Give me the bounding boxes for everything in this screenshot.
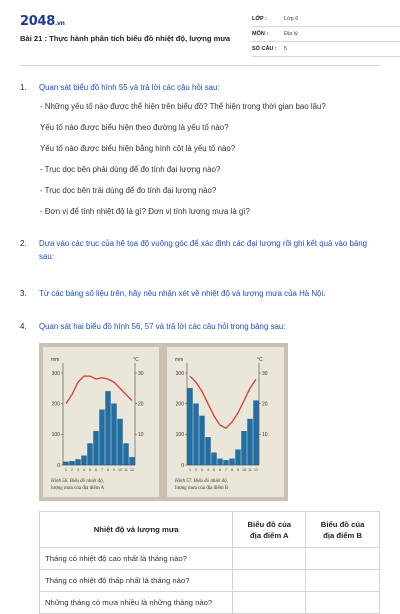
rainfall-bar [112,404,117,465]
month-label: 7 [225,468,227,472]
rainfall-bar [194,404,199,465]
meta-count-row [252,42,400,57]
table-cell-answer-b[interactable] [306,548,380,570]
question-text: Quan sát hai biểu đồ hình 56, 57 và trả lời các câu hỏi trong bảng sau: [39,322,286,331]
temp-unit-label: °C [133,357,139,363]
table-header-row [40,512,380,548]
meta-label: SỐ CÂU : [252,46,277,52]
rain-tick-label: 0 [57,462,60,469]
table-header-cell [233,512,306,548]
month-label: 10 [118,468,122,472]
rainfall-bar [118,419,123,465]
month-label: 4 [83,468,85,472]
month-label: 6 [95,468,97,472]
sub-question: - Trục dọc bên phải dùng để đo tính đại lượng nào? [40,165,221,174]
rainfall-bar [254,401,259,465]
climate-charts-svg [39,343,288,501]
meta-value: Lớp 6 [284,16,299,22]
rainfall-bar [88,444,93,465]
sub-question: Yếu tố nào được biểu hiện theo đường là yếu tố nào? [40,123,229,132]
table-cell-answer-b[interactable] [306,592,380,614]
sub-question: - Đơn vị để tính nhiệt độ là gì? Đơn vị tính lượng mưa là gì? [40,207,250,216]
table-header-cell: Nhiệt độ và lượng mưa [40,512,233,548]
question-number: 4. [20,322,27,331]
rain-tick-label: 0 [181,462,184,469]
sub-question: Yếu tố nào được biểu hiện bằng hình cột là yếu tố nào? [40,144,236,153]
chart-caption: Hình 56. Biểu đồ nhiệt độ, [51,479,104,484]
chart-caption: Hình 57. Biểu đồ nhiệt độ, [175,479,228,484]
lesson-meta [252,12,400,57]
temp-tick-label: 20 [262,401,268,408]
rain-tick-label: 100 [175,432,184,439]
month-label: 3 [77,468,79,472]
rainfall-bar [124,444,129,465]
rainfall-bar [82,456,87,465]
month-label: 4 [207,468,209,472]
question-number: 1. [20,83,27,92]
rainfall-bar [130,457,135,465]
lesson-title: Bài 21 : Thực hành phân tích biểu đồ nhiệt độ, lượng mưa [20,34,231,43]
question-text: Từ các bảng số liệu trên, hãy nêu nhận xét về nhiệt độ và lượng mưa của Hà Nội. [39,289,326,298]
rainfall-bar [236,450,241,465]
month-label: 5 [89,468,91,472]
table-row [40,548,380,570]
answer-table [39,511,380,614]
meta-value: 5 [284,46,288,52]
rainfall-bar [218,459,223,465]
month-label: 7 [101,468,103,472]
rain-tick-label: 300 [51,370,60,377]
month-label: 12 [130,468,134,472]
rainfall-bar [248,419,253,465]
chart-panel-b [167,347,284,497]
month-label: 10 [242,468,246,472]
meta-label: LỚP : [252,16,267,22]
rain-tick-label: 200 [175,401,184,408]
rain-unit-label: mm [51,357,60,363]
climate-charts-image [39,343,288,501]
table-cell-answer-a[interactable] [233,592,306,614]
rainfall-bar [76,459,81,465]
temp-unit-label: °C [257,357,263,363]
rain-unit-label: mm [175,357,184,363]
rainfall-bar [224,460,229,465]
question-text: Quan sát biểu đồ hình 55 và trả lời các câu hỏi sau: [39,83,220,92]
month-label: 6 [219,468,221,472]
chart-caption: lượng mưa của địa điểm B [175,486,229,491]
month-label: 2 [71,468,73,472]
table-cell-question: Những tháng có mưa nhiều là những tháng nào? [40,592,233,614]
page-header [20,12,380,60]
header-line: Biểu đồ của [247,519,292,529]
header-line: địa điểm B [323,530,363,540]
rainfall-bar [70,461,75,465]
meta-label: MÔN : [252,31,269,37]
header-divider [20,65,380,66]
rainfall-bar [64,462,69,465]
month-label: 12 [254,468,258,472]
question-number: 2. [20,239,27,248]
rainfall-bar [188,388,193,465]
table-cell-question: Tháng có nhiệt độ thấp nhất là tháng nào? [40,570,233,592]
rainfall-bar [94,431,99,465]
meta-value: Địa lý [284,31,298,37]
month-label: 11 [124,468,128,472]
rainfall-bar [206,437,211,465]
rain-tick-label: 300 [175,370,184,377]
table-header-cell [306,512,380,548]
month-label: 1 [65,468,67,472]
month-label: 8 [107,468,109,472]
meta-subject-row [252,27,400,42]
month-label: 11 [248,468,252,472]
rainfall-bar [200,416,205,465]
temp-tick-label: 10 [262,432,268,439]
rain-tick-label: 200 [51,401,60,408]
table-row [40,570,380,592]
table-cell-answer-b[interactable] [306,570,380,592]
month-label: 9 [113,468,115,472]
month-label: 3 [201,468,203,472]
header-line: địa điểm A [249,530,289,540]
question-text: Dựa vào các trục của hệ tọa độ vuông góc để xác định các đại lượng rồi ghi kết quả vào bảng sau: [39,239,368,261]
chart-caption: lượng mưa của địa điểm A [51,486,105,491]
month-label: 2 [195,468,197,472]
table-row [40,592,380,614]
header-line: Biểu đồ của [320,519,365,529]
month-label: 5 [213,468,215,472]
rainfall-bar [212,453,217,465]
sub-question: - Những yếu tố nào được thể hiện trên biểu đồ? Thể hiện trong thời gian bao lâu? [40,102,326,111]
rain-tick-label: 100 [51,432,60,439]
site-logo[interactable]: 2048.vn [20,14,65,29]
month-label: 8 [231,468,233,472]
temp-tick-label: 30 [262,370,268,377]
rainfall-bar [106,391,111,465]
sub-question: - Trục dọc bên trái dùng để đo tính đại lượng nào? [40,186,217,195]
rainfall-bar [100,410,105,465]
temp-tick-label: 10 [138,432,144,439]
rainfall-bar [242,431,247,465]
meta-class-row [252,12,400,27]
month-label: 1 [189,468,191,472]
table-cell-answer-a[interactable] [233,548,306,570]
rainfall-bar [230,459,235,465]
table-cell-answer-a[interactable] [233,570,306,592]
table-cell-question: Tháng có nhiệt độ cao nhất là tháng nào? [40,548,233,570]
temp-tick-label: 30 [138,370,144,377]
question-number: 3. [20,289,27,298]
month-label: 9 [237,468,239,472]
temp-tick-label: 20 [138,401,144,408]
